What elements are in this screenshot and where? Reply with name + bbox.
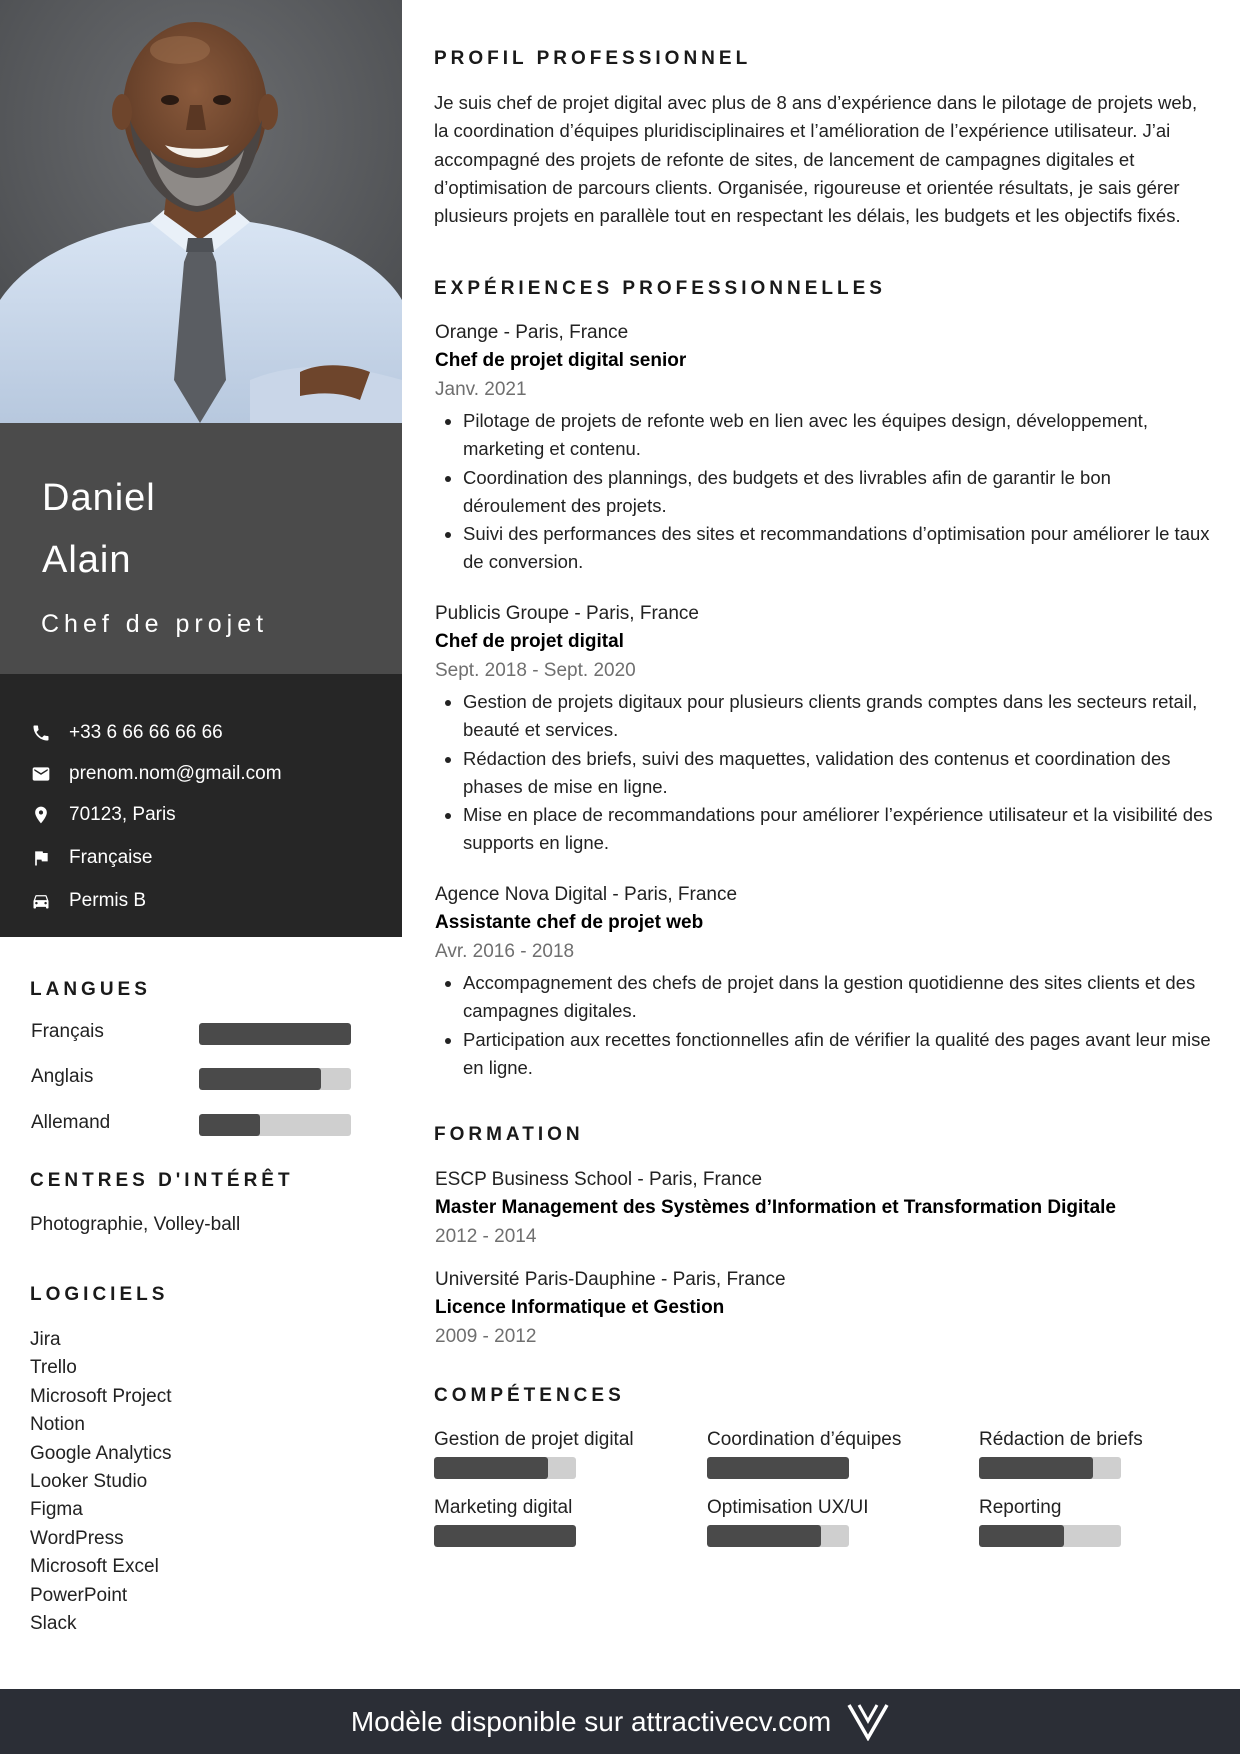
contact-phone-text: +33 6 66 66 66 66 — [69, 722, 223, 743]
skill-level-fill — [979, 1525, 1064, 1547]
profile-heading: PROFIL PROFESSIONNEL — [434, 48, 752, 69]
skill-level-bar — [979, 1525, 1121, 1547]
job-role: Chef de projet digital senior — [435, 350, 687, 371]
education-school: ESCP Business School - Paris, France — [435, 1169, 763, 1190]
language-level-bar — [199, 1023, 351, 1045]
software-heading: LOGICIELS — [30, 1284, 169, 1305]
interests-text: Photographie, Volley-ball — [30, 1214, 241, 1235]
skill-name: Rédaction de briefs — [979, 1429, 1143, 1450]
skill-item — [979, 1495, 1219, 1547]
job-entry — [435, 600, 1215, 858]
skill-level-bar — [707, 1457, 849, 1479]
language-level-bar — [199, 1114, 351, 1136]
job-bullet: • Rédaction des briefs, suivi des maquettes, validation des contenus et coordination des phases de mise en ligne. — [463, 745, 1215, 802]
software-item: WordPress — [30, 1527, 124, 1549]
job-company: Publicis Groupe - Paris, France — [435, 603, 699, 624]
contact-email — [30, 759, 282, 789]
contact-license — [30, 886, 146, 916]
languages-heading: LANGUES — [30, 979, 151, 1000]
job-entry — [435, 881, 1215, 1082]
contact-panel — [0, 674, 402, 937]
job-bullet: • Mise en place de recommandations pour améliorer l’expérience utilisateur et la visibilité des supports en ligne. — [463, 801, 1215, 858]
experience-heading: EXPÉRIENCES PROFESSIONNELLES — [434, 278, 886, 299]
software-item: Trello — [30, 1357, 77, 1379]
skill-item — [434, 1495, 674, 1547]
language-name: Allemand — [31, 1112, 111, 1133]
contact-phone — [30, 718, 223, 748]
job-role: Chef de projet digital — [435, 631, 624, 652]
job-dates: Sept. 2018 - Sept. 2020 — [435, 660, 636, 681]
job-company: Orange - Paris, France — [435, 322, 629, 343]
job-title: Chef de projet — [41, 610, 269, 638]
education-degree: Licence Informatique et Gestion — [435, 1297, 725, 1318]
skill-item — [707, 1427, 947, 1479]
software-item: Notion — [30, 1414, 85, 1436]
language-item — [31, 1021, 351, 1047]
contact-license-text: Permis B — [69, 890, 147, 911]
software-item: Slack — [30, 1612, 77, 1634]
education-dates: 2012 - 2014 — [435, 1226, 537, 1247]
skills-heading: COMPÉTENCES — [434, 1385, 625, 1406]
job-bullet: • Pilotage de projets de refonte web en lien avec les équipes design, développement, marketing et contenu. — [463, 407, 1215, 464]
skill-item — [979, 1427, 1219, 1479]
language-level-fill — [199, 1023, 351, 1045]
job-dates: Janv. 2021 — [435, 379, 527, 400]
education-degree: Master Management des Systèmes d’Information et Transformation Digitale — [435, 1197, 1116, 1218]
job-dates: Avr. 2016 - 2018 — [435, 941, 575, 962]
skill-level-bar — [434, 1457, 576, 1479]
job-bullet: • Gestion de projets digitaux pour plusieurs clients grands comptes dans les secteurs retail, beauté et services. — [463, 688, 1215, 745]
interests-heading: CENTRES D'INTÉRÊT — [30, 1170, 294, 1191]
job-bullet: • Accompagnement des chefs de projet dans la gestion quotidienne des sites clients et des campagnes digitales. — [463, 969, 1215, 1026]
skill-level-bar — [979, 1457, 1121, 1479]
first-name: Daniel — [42, 477, 156, 519]
name-header — [0, 423, 402, 674]
software-item: Microsoft Project — [30, 1385, 172, 1407]
skill-level-fill — [707, 1525, 821, 1547]
location-pin-icon — [30, 804, 52, 826]
skill-level-bar — [707, 1525, 849, 1547]
skill-name: Gestion de projet digital — [434, 1429, 634, 1450]
software-item: Jira — [30, 1329, 61, 1350]
education-heading: FORMATION — [434, 1124, 584, 1145]
job-bullets — [435, 969, 1215, 1082]
language-level-fill — [199, 1114, 260, 1136]
contact-nationality — [30, 843, 152, 873]
skill-level-fill — [979, 1457, 1093, 1479]
language-item — [31, 1066, 351, 1092]
job-bullet: • Participation aux recettes fonctionnelles afin de vérifier la qualité des pages avant leur mise en ligne. — [463, 1026, 1215, 1083]
footer-banner[interactable] — [0, 1689, 1240, 1754]
skill-item — [434, 1427, 674, 1479]
skill-name: Coordination d’équipes — [707, 1429, 902, 1450]
job-entry — [435, 319, 1215, 577]
education-entry — [435, 1266, 1215, 1351]
education-dates: 2009 - 2012 — [435, 1326, 537, 1347]
education-entry — [435, 1166, 1215, 1251]
car-icon — [30, 890, 52, 912]
software-item: Microsoft Excel — [30, 1556, 159, 1578]
job-bullet: • Coordination des plannings, des budgets et des livrables afin de garantir le bon déroulement des projets. — [463, 464, 1215, 521]
phone-icon — [30, 722, 52, 744]
email-icon — [30, 763, 52, 785]
language-item — [31, 1112, 351, 1138]
profile-photo-illustration — [0, 0, 402, 423]
language-level-bar — [199, 1068, 351, 1090]
flag-icon — [30, 847, 52, 869]
skill-name: Marketing digital — [434, 1497, 573, 1518]
skill-level-fill — [707, 1457, 849, 1479]
job-role: Assistante chef de projet web — [435, 912, 704, 933]
skill-item — [707, 1495, 947, 1547]
attractivecv-logo-icon — [847, 1703, 889, 1741]
job-bullet: • Suivi des performances des sites et recommandations d’optimisation pour améliorer le taux de conversion. — [463, 520, 1215, 577]
software-item: Figma — [30, 1499, 83, 1521]
skill-level-fill — [434, 1457, 548, 1479]
last-name: Alain — [42, 539, 132, 581]
contact-address — [30, 800, 176, 830]
skill-name: Reporting — [979, 1497, 1062, 1518]
footer-text[interactable]: Modèle disponible sur attractivecv.com — [350, 1705, 832, 1737]
software-item: Google Analytics — [30, 1442, 172, 1464]
language-level-fill — [199, 1068, 321, 1090]
skill-level-fill — [434, 1525, 576, 1547]
job-bullets — [435, 688, 1215, 858]
contact-address-text: 70123, Paris — [69, 804, 176, 825]
profile-summary: Je suis chef de projet digital avec plus de 8 ans d’expérience dans le pilotage de projets web, la coordination d’équipes pluridisciplinaires et l’amélioration de l’expérience utilisateur. J’ai accompagné des projets de refonte de sites, de lancement de campagnes digitales et d’optimisation de parcours clients. Organisée, rigoureuse et orientée résultats, je sais gérer plusieurs projets en parallèle tout en respectant les délais, les budgets et les objectifs fixés. — [434, 92, 1198, 227]
software-item: PowerPoint — [30, 1584, 128, 1606]
left-sidebar — [0, 0, 402, 1689]
software-item: Looker Studio — [30, 1470, 148, 1492]
profile-photo — [0, 0, 402, 423]
job-company: Agence Nova Digital - Paris, France — [435, 884, 738, 905]
education-school: Université Paris-Dauphine - Paris, France — [435, 1269, 786, 1290]
skill-name: Optimisation UX/UI — [707, 1497, 869, 1518]
job-bullets — [435, 407, 1215, 577]
software-list — [30, 1326, 172, 1638]
contact-email-text: prenom.nom@gmail.com — [69, 763, 282, 784]
skill-level-bar — [434, 1525, 576, 1547]
language-name: Anglais — [31, 1066, 94, 1087]
contact-nationality-text: Française — [69, 847, 153, 868]
language-name: Français — [31, 1021, 104, 1042]
